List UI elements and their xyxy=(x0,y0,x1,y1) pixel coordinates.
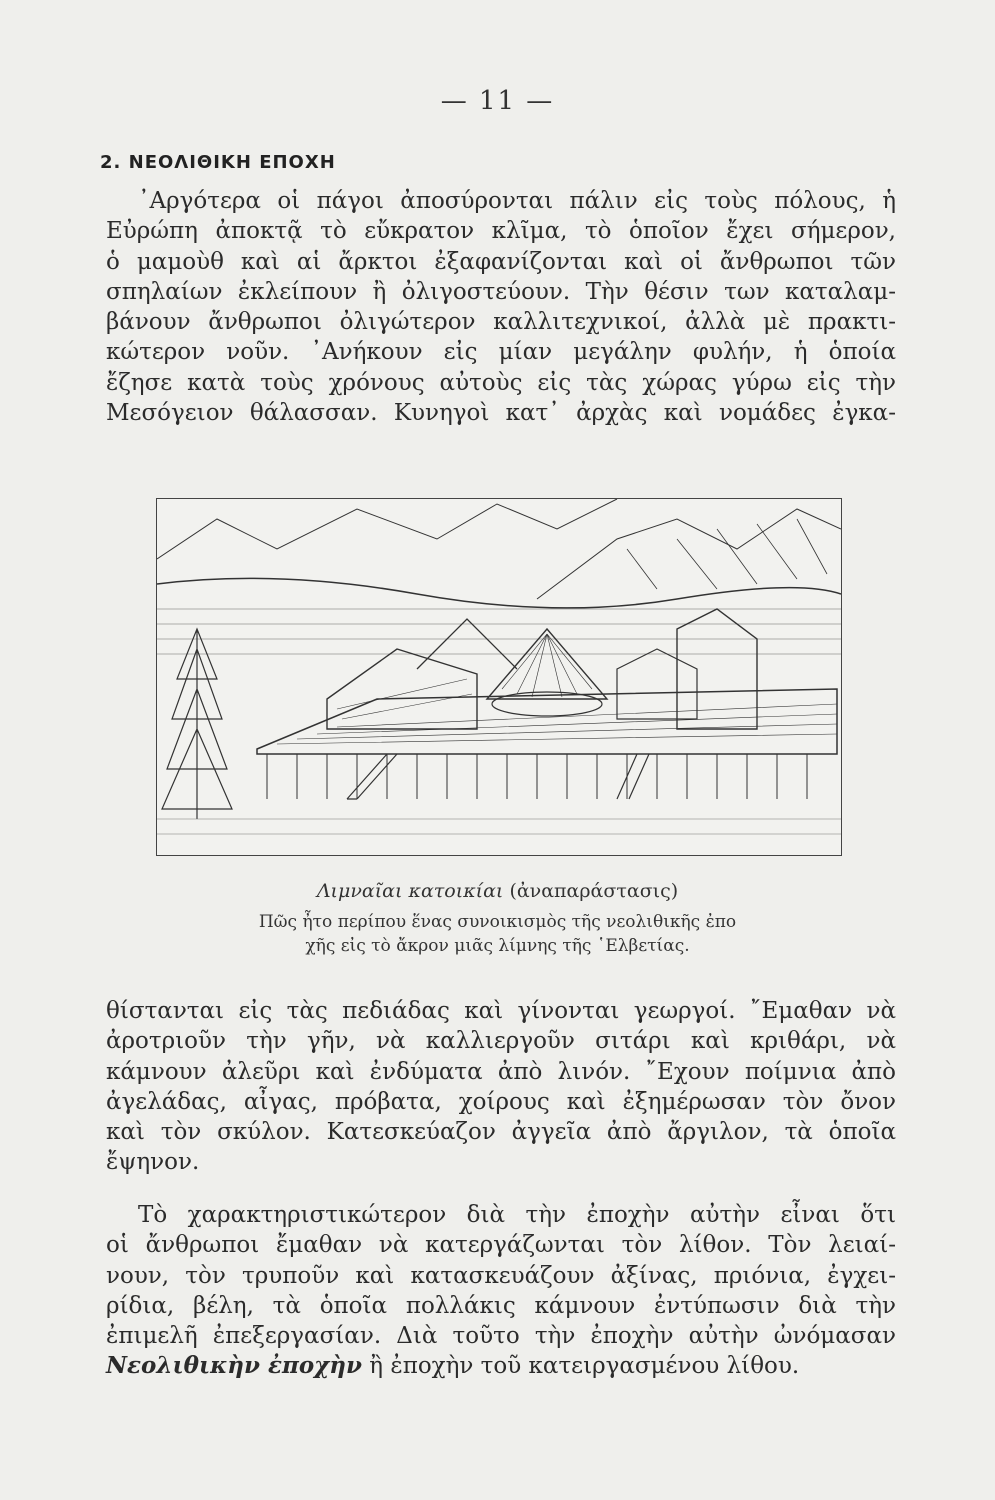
text-line: Μεσόγειον θάλασσαν. Κυνηγοὶ κατ᾿ ἀρχὰς καὶ νομάδες ἐγκα- xyxy=(106,400,896,427)
text-line: βάνουν ἄνθρωποι ὀλιγώτερον καλλιτεχνικοί, ἀλλὰ μὲ πρακτι- xyxy=(106,309,896,336)
text-line: ἔψηνον. xyxy=(106,1149,200,1176)
caption-title-paren: (ἀναπαράστασις) xyxy=(509,880,679,902)
text-line: Τὸ χαρακτηριστικώτερον διὰ τὴν ἐποχὴν αὐτὴν εἶναι ὅτι xyxy=(138,1202,896,1228)
text-line: ᾿Αργότερα οἱ πάγοι ἀποσύρονται πάλιν εἰς τοὺς πόλους, ἡ xyxy=(138,188,896,214)
paragraph-2 xyxy=(106,996,896,1178)
paragraph-3 xyxy=(106,1200,896,1382)
text-line: κώτερον νοῦν. ᾿Ανήκουν εἰς μίαν μεγάλην φυλήν, ἡ ὁποία xyxy=(106,339,896,366)
text-line: ἀγελάδας, αἶγας, πρόβατα, χοίρους καὶ ἐξημέρωσαν τὸν ὄνον xyxy=(106,1088,896,1115)
text-line: σπηλαίων ἐκλείπουν ἢ ὀλιγοστεύουν. Τὴν θέσιν των καταλαμ- xyxy=(106,278,896,305)
caption-title-italic: Λιμναῖαι κατοικίαι xyxy=(316,880,504,902)
text-line: ὁ μαμοὺθ καὶ αἱ ἄρκτοι ἐξαφανίζονται καὶ οἱ ἄνθρωποι τῶν xyxy=(106,248,896,275)
section-heading: 2. ΝΕΟΛΙΘΙΚΗ ΕΠΟΧΗ xyxy=(100,152,336,173)
text-line: νουν, τὸν τρυποῦν καὶ κατασκευάζουν ἀξίνας, πριόνια, ἐγχει- xyxy=(106,1262,896,1289)
text-line: Εὐρώπη ἀποκτᾷ τὸ εὔκρατον κλῖμα, τὸ ὁποῖον ἔχει σήμερον, xyxy=(106,218,896,245)
text-line: οἱ ἄνθρωποι ἔμαθαν νὰ κατεργάζωνται τὸν λίθον. Τὸν λειαί- xyxy=(106,1232,896,1259)
figure-caption-title xyxy=(0,880,995,902)
figure-caption-line-1: Πῶς ἦτο περίπου ἕνας συνοικισμὸς τῆς νεολιθικῆς ἐπο xyxy=(258,912,737,932)
paragraph-1 xyxy=(106,186,896,428)
text-line: ρίδια, βέλη, τὰ ὁποῖα πολλάκις κάμνουν ἐντύπωσιν διὰ τὴν xyxy=(106,1292,896,1319)
text-line: κάμνουν ἀλεῦρι καὶ ἐνδύματα ἀπὸ λινόν. ῎Εχουν ποίμνια ἀπὸ xyxy=(106,1058,896,1085)
illustration-drawing xyxy=(157,499,841,855)
text-line-rest: ἢ ἐποχὴν τοῦ κατειργασμένου λίθου. xyxy=(361,1353,800,1380)
text-line: θίστανται εἰς τὰς πεδιάδας καὶ γίνονται γεωργοί. ῎Εμαθαν νὰ xyxy=(106,998,896,1024)
lake-dwellings-illustration xyxy=(156,498,842,856)
text-line-final xyxy=(106,1351,896,1381)
page-number: — 11 — xyxy=(440,86,555,116)
emphasized-term: Νεολιθικὴν ἐποχὴν xyxy=(106,1352,362,1380)
figure-caption-line-2: χῆς εἰς τὸ ἄκρον μιᾶς λίμνης τῆς ῾Ελβετίας. xyxy=(305,936,690,956)
text-line: ἔζησε κατὰ τοὺς χρόνους αὐτοὺς εἰς τὰς χώρας γύρω εἰς τὴν xyxy=(106,369,896,396)
text-line: ἐπιμελῆ ἐπεξεργασίαν. Διὰ τοῦτο τὴν ἐποχὴν αὐτὴν ὠνόμασαν xyxy=(106,1323,896,1350)
text-line: καὶ τὸν σκύλον. Κατεσκεύαζον ἀγγεῖα ἀπὸ ἄργιλον, τὰ ὁποῖα xyxy=(106,1119,896,1146)
text-line: ἀροτριοῦν τὴν γῆν, νὰ καλλιεργοῦν σιτάρι καὶ κριθάρι, νὰ xyxy=(106,1028,896,1055)
